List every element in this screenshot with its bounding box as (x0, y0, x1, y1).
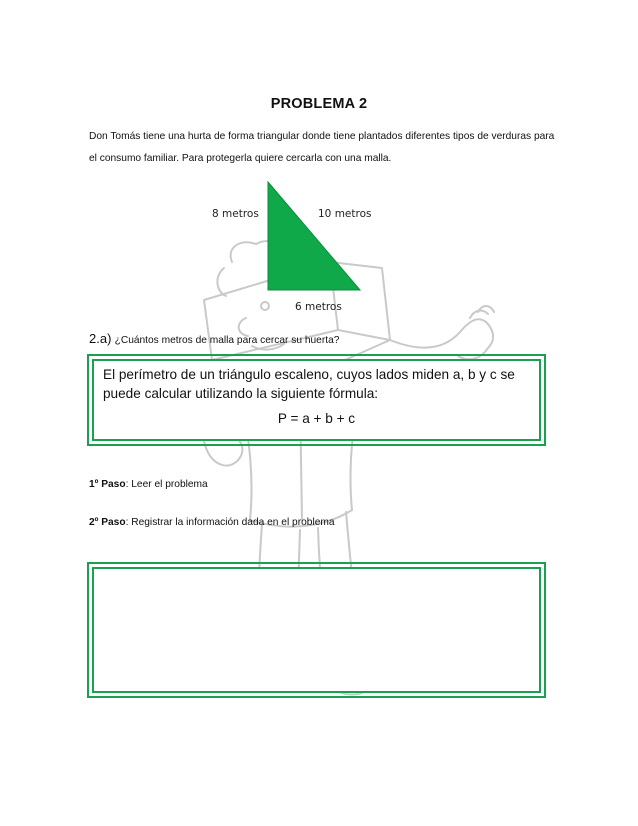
side-label-hypotenuse: 10 metros (318, 208, 372, 220)
question-number: 2.a) (89, 331, 112, 346)
answer-box[interactable] (87, 562, 546, 698)
problem-statement: Don Tomás tiene una hurta de forma triangular donde tiene plantados diferentes tipos de verduras para el consumo familiar. Para protegerla quiere cercarla con una malla. (89, 131, 555, 164)
step-1-text: : Leer el problema (125, 479, 208, 490)
problem-title: PROBLEMA 2 (270, 96, 368, 112)
formula-box-inner (92, 359, 541, 441)
triangle-shape (268, 182, 360, 290)
step-2-label: 2º Paso (89, 517, 126, 528)
step-1-label: 1º Paso (89, 479, 126, 490)
triangle-diagram (262, 178, 366, 294)
step-2-text: : Registrar la información dada en el problema (125, 517, 335, 528)
step-2 (89, 517, 335, 528)
step-1 (89, 479, 208, 490)
answer-box-inner[interactable] (92, 567, 541, 693)
question (89, 331, 339, 346)
formula-explanation: El perímetro de un triángulo escaleno, cuyos lados miden a, b y c se puede calcular utilizando la siguiente fórmula: (103, 367, 515, 401)
side-label-left: 8 metros (212, 208, 259, 220)
formula-equation: P = a + b + c (277, 411, 356, 426)
question-text: ¿Cuántos metros de malla para cercar su huerta? (114, 335, 340, 346)
formula-box (87, 354, 546, 446)
side-label-bottom: 6 metros (295, 301, 342, 313)
